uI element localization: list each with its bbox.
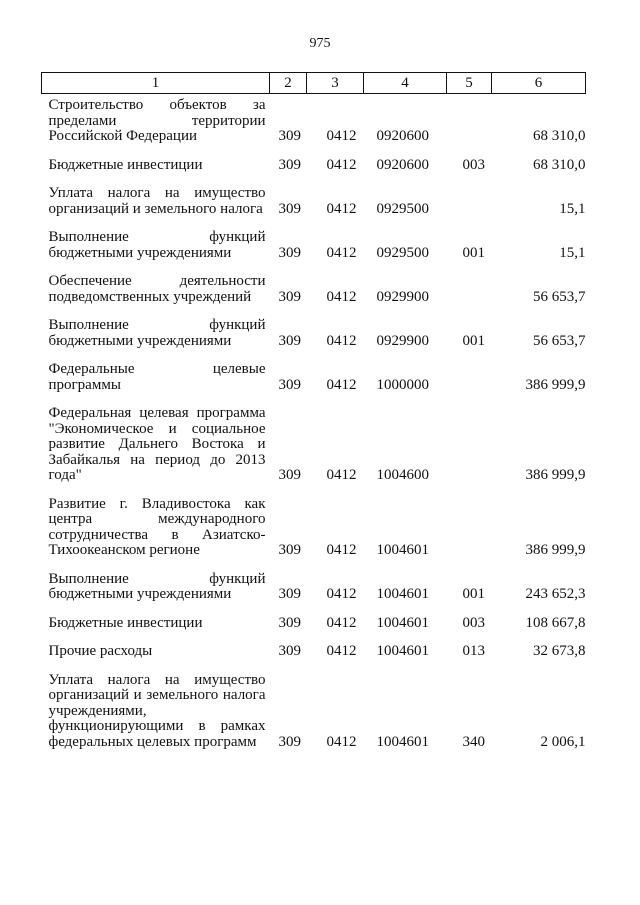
row-col-2: 309 [278, 156, 301, 173]
row-col-3: 0412 [326, 542, 357, 558]
row-col-2: 309 [278, 614, 301, 631]
row-col-4: 1004601 [376, 614, 429, 631]
row-amount: 68 310,0 [533, 156, 586, 173]
table-row [42, 305, 586, 349]
row-col-4: 0929900 [376, 332, 429, 349]
table-row [42, 261, 586, 305]
row-col-4: 1000000 [376, 376, 429, 393]
row-col-2: 309 [278, 542, 301, 558]
row-name: Федеральная целевая программа "Экономическое и социальное развитие Дальнего Востока и Забайкалья на период до 2013 года" [48, 405, 266, 483]
row-col-4: 1004600 [376, 467, 429, 483]
row-col-5 [447, 484, 492, 559]
row-col-2: 309 [278, 467, 301, 483]
header-col-5: 5 [447, 73, 492, 94]
header-col-1: 1 [42, 73, 270, 94]
row-col-3: 0412 [326, 200, 357, 217]
row-name: Выполнение функций бюджетными учреждениями [48, 570, 266, 602]
row-col-3: 0412 [326, 288, 357, 305]
row-name: Выполнение функций бюджетными учреждениями [48, 229, 266, 261]
row-col-5 [447, 349, 492, 393]
row-col-3: 0412 [326, 244, 357, 261]
row-amount: 386 999,9 [525, 467, 586, 483]
row-amount: 68 310,0 [533, 128, 586, 144]
row-col-4: 0920600 [376, 128, 429, 144]
table-row [42, 349, 586, 393]
row-amount: 386 999,9 [525, 542, 586, 558]
row-col-5 [447, 393, 492, 484]
row-name: Уплата налога на имущество организаций и земельного налога [48, 185, 266, 217]
table-row [42, 660, 586, 751]
row-name: Прочие расходы [48, 643, 153, 659]
row-amount: 2 006,1 [540, 733, 586, 750]
row-col-2: 309 [278, 332, 301, 349]
header-col-3: 3 [307, 73, 364, 94]
row-col-3: 0412 [326, 733, 357, 750]
row-col-2: 309 [278, 376, 301, 393]
row-col-2: 309 [278, 643, 301, 659]
table-row [42, 217, 586, 261]
row-amount: 108 667,8 [525, 614, 586, 631]
row-col-3: 0412 [326, 156, 357, 173]
table-row [42, 393, 586, 484]
row-amount: 15,1 [559, 200, 586, 217]
row-name: Выполнение функций бюджетными учреждениями [48, 317, 266, 349]
row-name: Бюджетные инвестиции [48, 156, 203, 173]
table-row [42, 173, 586, 217]
header-col-2: 2 [270, 73, 307, 94]
table-row [42, 484, 586, 559]
row-col-5: 003 [462, 614, 485, 631]
row-col-5: 003 [462, 156, 485, 173]
row-name: Уплата налога на имущество организаций и земельного налога учреждениями, функционирующими в рамках федеральных целевых программ [48, 671, 266, 750]
row-name: Бюджетные инвестиции [48, 614, 203, 631]
row-col-5 [447, 261, 492, 305]
row-name: Обеспечение деятельности подведомственных учреждений [48, 273, 266, 305]
row-col-4: 1004601 [376, 733, 429, 750]
row-col-4: 0920600 [376, 156, 429, 173]
budget-table [41, 72, 586, 750]
row-name: Развитие г. Владивостока как центра международного сотрудничества в Азиатско-Тихоокеанском регионе [48, 495, 266, 558]
row-amount: 243 652,3 [525, 586, 586, 602]
row-name: Строительство объектов за пределами территории Российской Федерации [48, 97, 266, 144]
table-row [42, 94, 586, 145]
row-col-2: 309 [278, 244, 301, 261]
row-col-5: 013 [462, 643, 485, 659]
table-row [42, 603, 586, 632]
row-col-5: 340 [462, 733, 485, 750]
table-row [42, 145, 586, 174]
row-col-5: 001 [462, 586, 485, 602]
row-col-4: 0929500 [376, 244, 429, 261]
row-name: Федеральные целевые программы [48, 361, 266, 393]
row-col-2: 309 [278, 586, 301, 602]
row-amount: 56 653,7 [533, 288, 586, 305]
table-row [42, 631, 586, 660]
row-col-3: 0412 [326, 332, 357, 349]
row-col-4: 1004601 [376, 586, 429, 602]
row-col-5: 001 [462, 332, 485, 349]
row-col-5 [447, 94, 492, 145]
row-amount: 32 673,8 [533, 643, 586, 659]
row-col-4: 1004601 [376, 643, 429, 659]
row-amount: 56 653,7 [533, 332, 586, 349]
row-col-2: 309 [278, 128, 301, 144]
row-col-2: 309 [278, 733, 301, 750]
row-col-5: 001 [462, 244, 485, 261]
row-amount: 15,1 [559, 244, 586, 261]
header-col-6: 6 [492, 73, 586, 94]
row-col-4: 1004601 [376, 542, 429, 558]
row-col-3: 0412 [326, 128, 357, 144]
row-col-2: 309 [278, 288, 301, 305]
row-col-4: 0929900 [376, 288, 429, 305]
header-col-4: 4 [364, 73, 447, 94]
table-row [42, 559, 586, 603]
row-col-3: 0412 [326, 614, 357, 631]
page-number: 975 [309, 36, 331, 51]
row-col-4: 0929500 [376, 200, 429, 217]
row-col-3: 0412 [326, 467, 357, 483]
row-col-2: 309 [278, 200, 301, 217]
row-col-5 [447, 173, 492, 217]
row-col-3: 0412 [326, 586, 357, 602]
row-amount: 386 999,9 [525, 376, 586, 393]
row-col-3: 0412 [326, 643, 357, 659]
table-header-row [42, 73, 586, 94]
row-col-3: 0412 [326, 376, 357, 393]
